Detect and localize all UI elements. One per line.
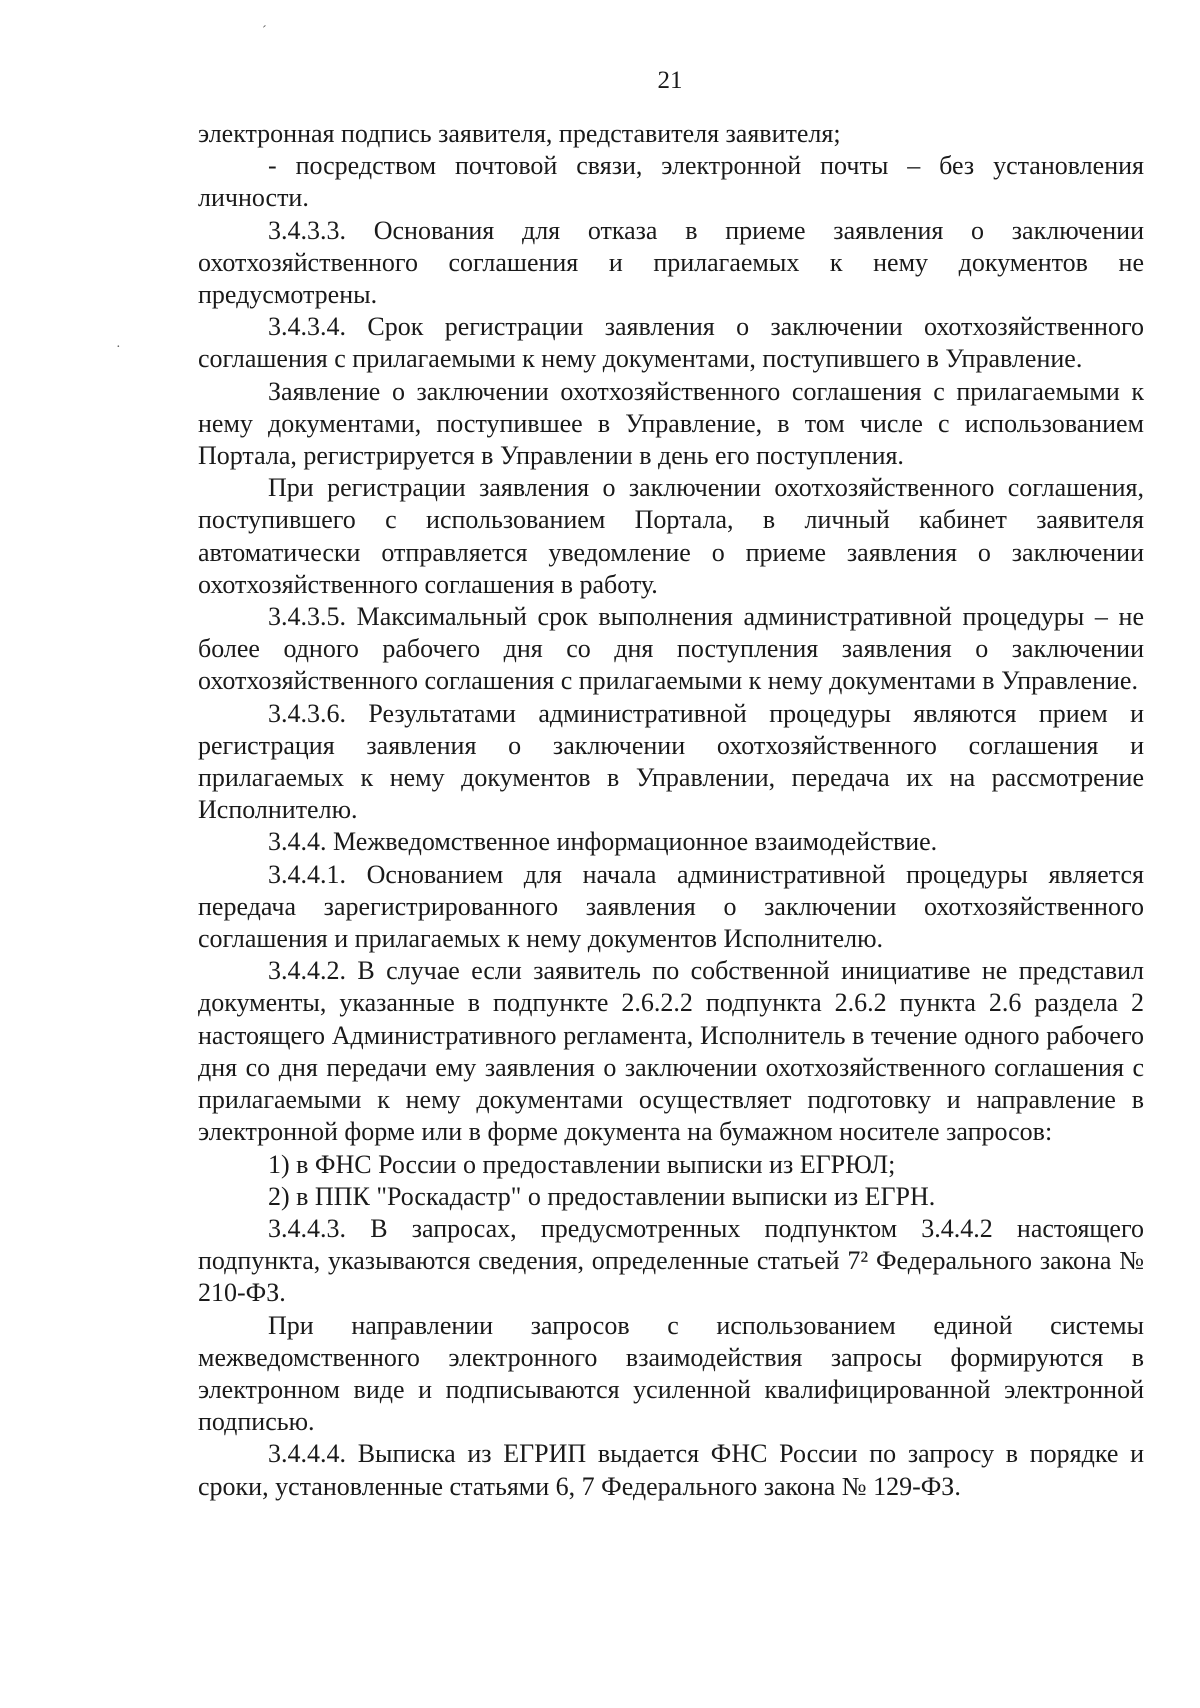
paragraph: 3.4.4.3. В запросах, предусмотренных подпунктом 3.4.4.2 настоящего подпункта, указываются сведения, определенные статьей 7² Федерального закона № 210-ФЗ. xyxy=(198,1213,1144,1308)
paragraph: 3.4.4.1. Основанием для начала административной процедуры является передача зарегистрированного заявления о заключении охотхозяйственного соглашения и прилагаемых к нему документов Исполнителю. xyxy=(198,859,1144,954)
list-item: 2) в ППК "Роскадастр" о предоставлении выписки из ЕГРН. xyxy=(268,1181,936,1211)
page-number: 21 xyxy=(657,67,683,94)
paragraph: 3.4.4.4. Выписка из ЕГРИП выдается ФНС России по запросу в порядке и сроки, установленные статьями 6, 7 Федерального закона № 129-ФЗ. xyxy=(198,1439,1144,1501)
scan-speck: ´ xyxy=(262,24,267,39)
paragraph: 3.4.3.5. Максимальный срок выполнения административной процедуры – не более одного рабочего дня со дня поступления заявления о заключении охотхозяйственного соглашения с прилагаемыми к нему документами в Управление. xyxy=(198,602,1144,696)
document-body xyxy=(198,118,1144,1503)
scan-speck: · xyxy=(116,340,121,355)
paragraph: 3.4.3.6. Результатами административной процедуры являются прием и регистрация заявления о заключении охотхозяйственного соглашения и прилагаемых к нему документов в Управлении, передача их на рассмотрение Исполнителю. xyxy=(198,698,1144,825)
paragraph: - посредством почтовой связи, электронной почты – без установления личности. xyxy=(198,151,1144,213)
paragraph: При направлении запросов с использованием единой системы межведомственного электронного взаимодействия запросы формируются в электронном виде и подписываются усиленной квалифицированной электронной подписью. xyxy=(198,1310,1144,1437)
paragraph: 3.4.3.4. Срок регистрации заявления о заключении охотхозяйственного соглашения с прилагаемыми к нему документами, поступившего в Управление. xyxy=(198,312,1144,374)
paragraph: электронная подпись заявителя, представителя заявителя; xyxy=(198,119,841,148)
paragraph: При регистрации заявления о заключении охотхозяйственного соглашения, поступившего с использованием Портала, в личный кабинет заявителя автоматически отправляется уведомление о приеме заявления о заключении охотхозяйственного соглашения в работу. xyxy=(198,473,1144,599)
paragraph: 3.4.3.3. Основания для отказа в приеме заявления о заключении охотхозяйственного соглашения и прилагаемых к нему документов не предусмотрены. xyxy=(198,215,1144,310)
list-item: 1) в ФНС России о предоставлении выписки из ЕГРЮЛ; xyxy=(268,1149,896,1179)
paragraph: 3.4.4. Межведомственное информационное взаимодействие. xyxy=(268,827,938,857)
paragraph: Заявление о заключении охотхозяйственного соглашения с прилагаемыми к нему документами, поступившее в Управление, в том числе с использованием Портала, регистрируется в Управлении в день его поступления. xyxy=(198,376,1144,471)
paragraph: 3.4.4.2. В случае если заявитель по собственной инициативе не представил документы, указанные в подпункте 2.6.2.2 подпункта 2.6.2 пункта 2.6 раздела 2 настоящего Административного регламента, Исполнитель в течение одного рабочего дня со дня передачи ему заявления о заключении охотхозяйственного соглашения с прилагаемыми к нему документами осуществляет подготовку и направление в электронной форме или в форме документа на бумажном носителе запросов: xyxy=(198,956,1144,1147)
